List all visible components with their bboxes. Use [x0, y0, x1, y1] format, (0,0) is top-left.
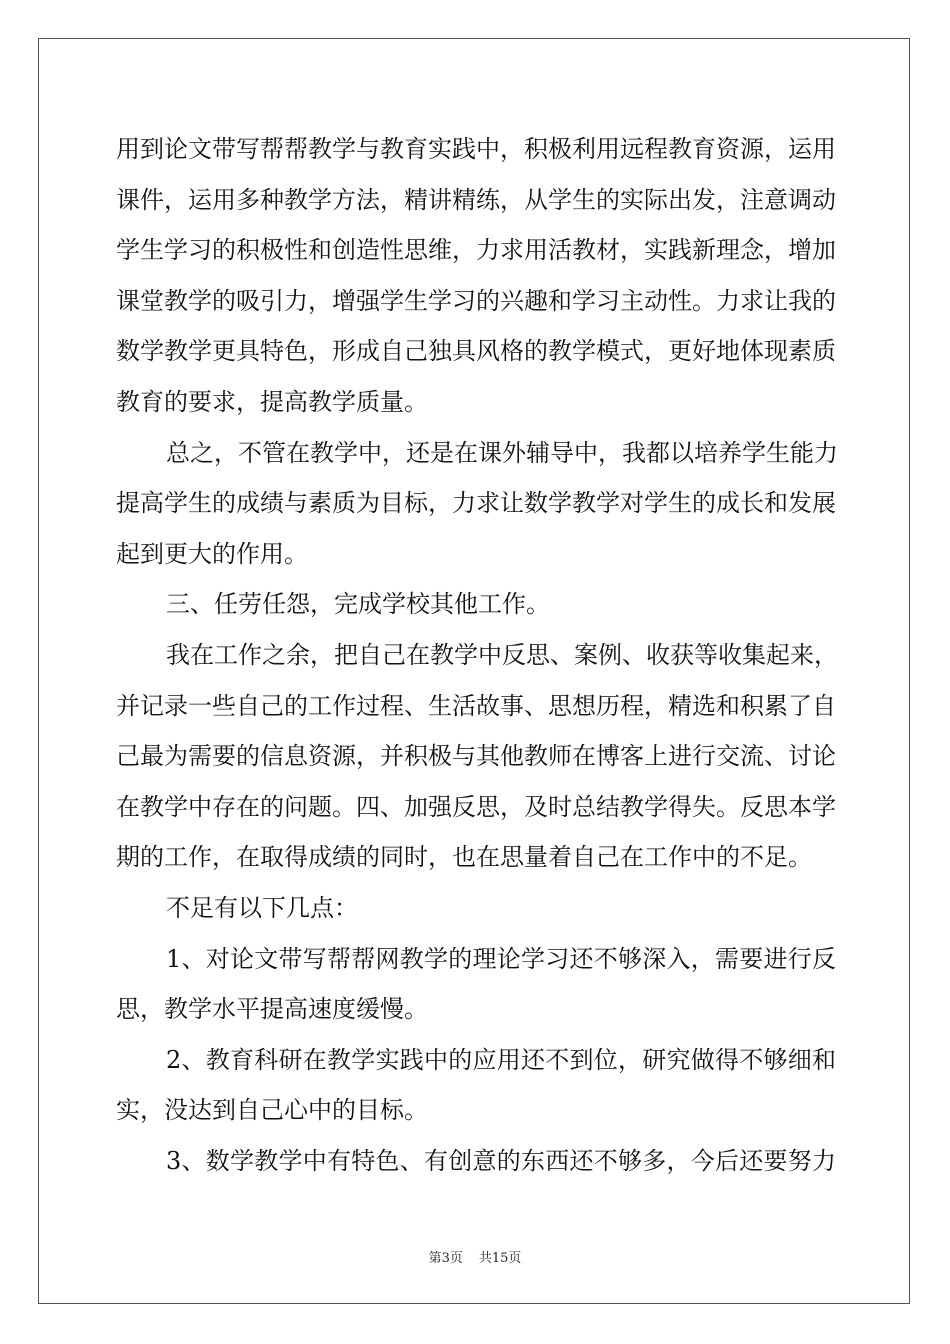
text-line: 数学教学更具特色，形成自己独具风格的教学模式，更好地体现素质 — [116, 337, 836, 366]
text-line: 并记录一些自己的工作过程、生活故事、思想历程，精选和积累了自 — [116, 691, 836, 720]
page-total: 共15页 — [478, 1251, 522, 1266]
text-line: 实，没达到自己心中的目标。 — [116, 1096, 428, 1125]
page-footer — [0, 1247, 950, 1266]
text-line: 课堂教学的吸引力，增强学生学习的兴趣和学习主动性。力求让我的 — [116, 286, 836, 315]
text-line: 起到更大的作用。 — [116, 539, 308, 568]
text-line: 总之，不管在教学中，还是在课外辅导中，我都以培养学生能力 — [166, 438, 838, 467]
text-line: 学生学习的积极性和创造性思维，力求用活教材，实践新理念，增加 — [116, 236, 836, 265]
text-line: 三、任劳任怨，完成学校其他工作。 — [166, 590, 550, 619]
text-line: 期的工作，在取得成绩的同时，也在思量着自己在工作中的不足。 — [116, 843, 812, 872]
text-line: 3、数学教学中有特色、有创意的东西还不够多，今后还要努力 — [166, 1146, 836, 1175]
text-line: 2、教育科研在教学实践中的应用还不到位，研究做得不够细和 — [166, 1045, 836, 1074]
text-line: 课件，运用多种教学方法，精讲精练，从学生的实际出发，注意调动 — [116, 185, 836, 214]
text-line: 不足有以下几点： — [166, 893, 358, 922]
text-line: 己最为需要的信息资源，并积极与其他教师在博客上进行交流、讨论 — [116, 742, 836, 771]
text-line: 1、对论文带写帮帮网教学的理论学习还不够深入，需要进行反 — [166, 944, 836, 973]
page-number: 第3页 — [428, 1251, 463, 1266]
document-body — [116, 124, 836, 1186]
text-line: 我在工作之余，把自己在教学中反思、案例、收获等收集起来， — [166, 640, 838, 669]
text-line: 用到论文带写帮帮教学与教育实践中，积极利用远程教育资源，运用 — [116, 135, 836, 163]
text-line: 教育的要求，提高教学质量。 — [116, 387, 428, 416]
text-line: 提高学生的成绩与素质为目标，力求让数学教学对学生的成长和发展 — [116, 489, 836, 518]
text-line: 在教学中存在的问题。四、加强反思，及时总结教学得失。反思本学 — [116, 792, 836, 821]
text-line: 思，教学水平提高速度缓慢。 — [116, 995, 428, 1024]
